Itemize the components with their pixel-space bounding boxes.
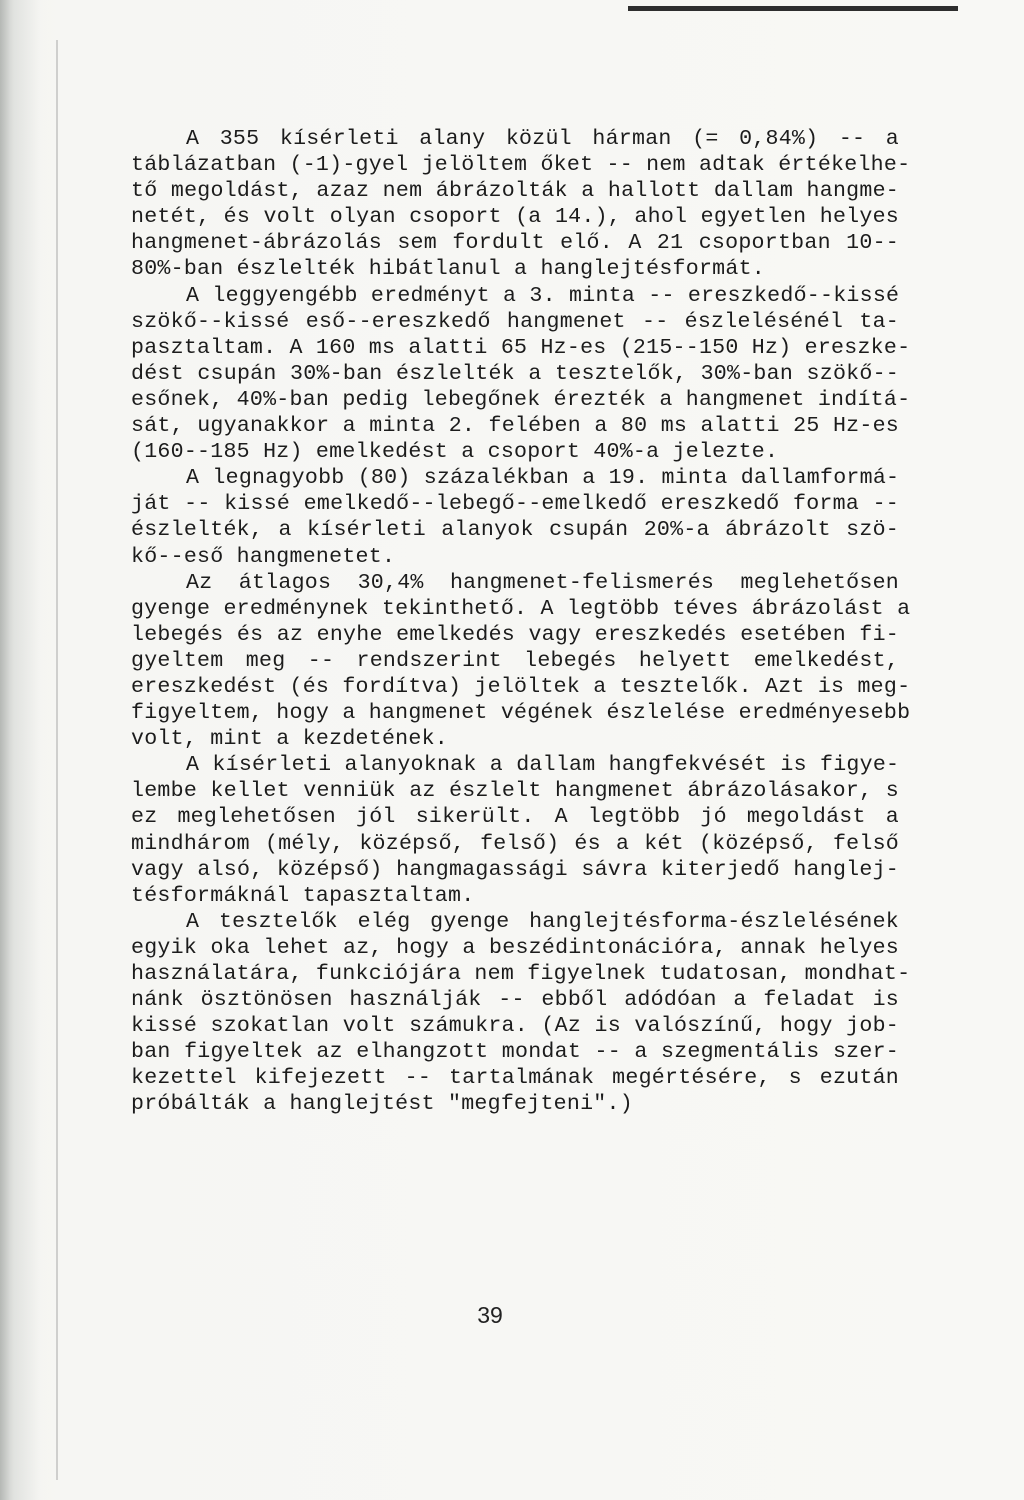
text-line: figyeltem, hogy a hangmenet végének észlelése eredményesebb: [131, 701, 911, 726]
text-line: A tesztelők elég gyenge hanglejtésforma-észlelésének: [186, 909, 899, 934]
page-number: 39: [477, 1302, 503, 1328]
text-line: táblázatban (-1)-gyel jelöltem őket -- nem adtak értékelhe-: [131, 153, 911, 178]
text-line: lebegés és az enyhe emelkedés vagy ereszkedés esetében fi-: [131, 622, 899, 647]
text-line: netét, és volt olyan csoport (a 14.), ahol egyetlen helyes: [131, 205, 899, 230]
text-line: A leggyengébb eredményt a 3. minta -- ereszkedő--kissé: [186, 283, 900, 308]
text-line: ez meglehetősen jól sikerült. A legtöbb jó megoldást a: [131, 805, 899, 830]
text-line: észlelték, a kísérleti alanyok csupán 20%-a ábrázolt szö-: [131, 518, 899, 543]
text-line: kezettel kifejezett -- tartalmának megértésére, s ezután: [131, 1066, 899, 1091]
text-line: esőnek, 40%-ban pedig lebegőnek érezték a hangmenet indítá-: [131, 387, 911, 412]
text-line: pasztaltam. A 160 ms alatti 65 Hz-es (215--150 Hz) ereszke-: [131, 335, 911, 360]
spine-edge-line: [56, 40, 58, 1480]
top-edge-rule: [628, 6, 958, 11]
text-line: A kísérleti alanyoknak a dallam hangfekvését is figye-: [186, 753, 900, 778]
text-line: vagy alsó, középső) hangmagassági sávra kiterjedő hanglej-: [131, 857, 899, 882]
text-line: mindhárom (mély, középső, felső) és a két (középső, felső: [131, 831, 899, 856]
text-line: (160--185 Hz) emelkedést a csoport 40%-a jelezte.: [131, 440, 779, 465]
text-line: kissé szokatlan volt számukra. (Az is valószínű, hogy job-: [131, 1014, 899, 1039]
text-line: lembe kellet venniük az észlelt hangmenet ábrázolásakor, s: [131, 779, 899, 804]
text-line: hangmenet-ábrázolás sem fordult elő. A 21 csoportban 10--: [131, 231, 899, 256]
text-line: Az átlagos 30,4% hangmenet-felismerés meglehetősen: [186, 570, 899, 595]
text-line: sát, ugyanakkor a minta 2. felében a 80 ms alatti 25 Hz-es: [131, 414, 899, 439]
text-line: volt, mint a kezdetének.: [131, 727, 449, 752]
text-line: ját -- kissé emelkedő--lebegő--emelkedő ereszkedő forma --: [131, 492, 899, 517]
text-line: nánk ösztönösen használják -- ebből adódóan a feladat is: [131, 988, 899, 1013]
text-line: kő--eső hangmenetet.: [131, 544, 396, 569]
text-line: A legnagyobb (80) százalékban a 19. minta dallamformá-: [186, 466, 900, 491]
text-line: gyenge eredménynek tekinthető. A legtöbb téves ábrázolást a: [131, 596, 911, 621]
text-line: tésformáknál tapasztaltam.: [131, 883, 475, 908]
text-line: tő megoldást, azaz nem ábrázolták a hallott dallam hangme-: [131, 179, 899, 204]
text-line: használatára, funkciójára nem figyelnek tudatosan, mondhat-: [131, 962, 911, 986]
spine-shadow: [0, 0, 62, 1500]
body-text: [131, 126, 911, 1118]
text-line: ban figyeltek az elhangzott mondat -- a szegmentális szer-: [131, 1040, 899, 1065]
text-line: egyik oka lehet az, hogy a beszédintonációra, annak helyes: [131, 935, 899, 960]
text-line: ereszkedést (és fordítva) jelöltek a tesztelők. Azt is meg-: [131, 674, 911, 699]
text-line: próbálták a hanglejtést "megfejteni".): [131, 1092, 633, 1117]
text-line: szökő--kissé eső--ereszkedő hangmenet -- észlelésénél ta-: [131, 309, 899, 334]
text-line: dést csupán 30%-ban észlelték a tesztelők, 30%-ban szökő--: [131, 361, 899, 386]
text-line: 80%-ban észlelték hibátlanul a hanglejtésformát.: [131, 257, 766, 282]
text-line: A 355 kísérleti alany közül hárman (= 0,84%) -- a: [186, 127, 899, 151]
text-line: gyeltem meg -- rendszerint lebegés helyett emelkedést,: [131, 648, 899, 673]
